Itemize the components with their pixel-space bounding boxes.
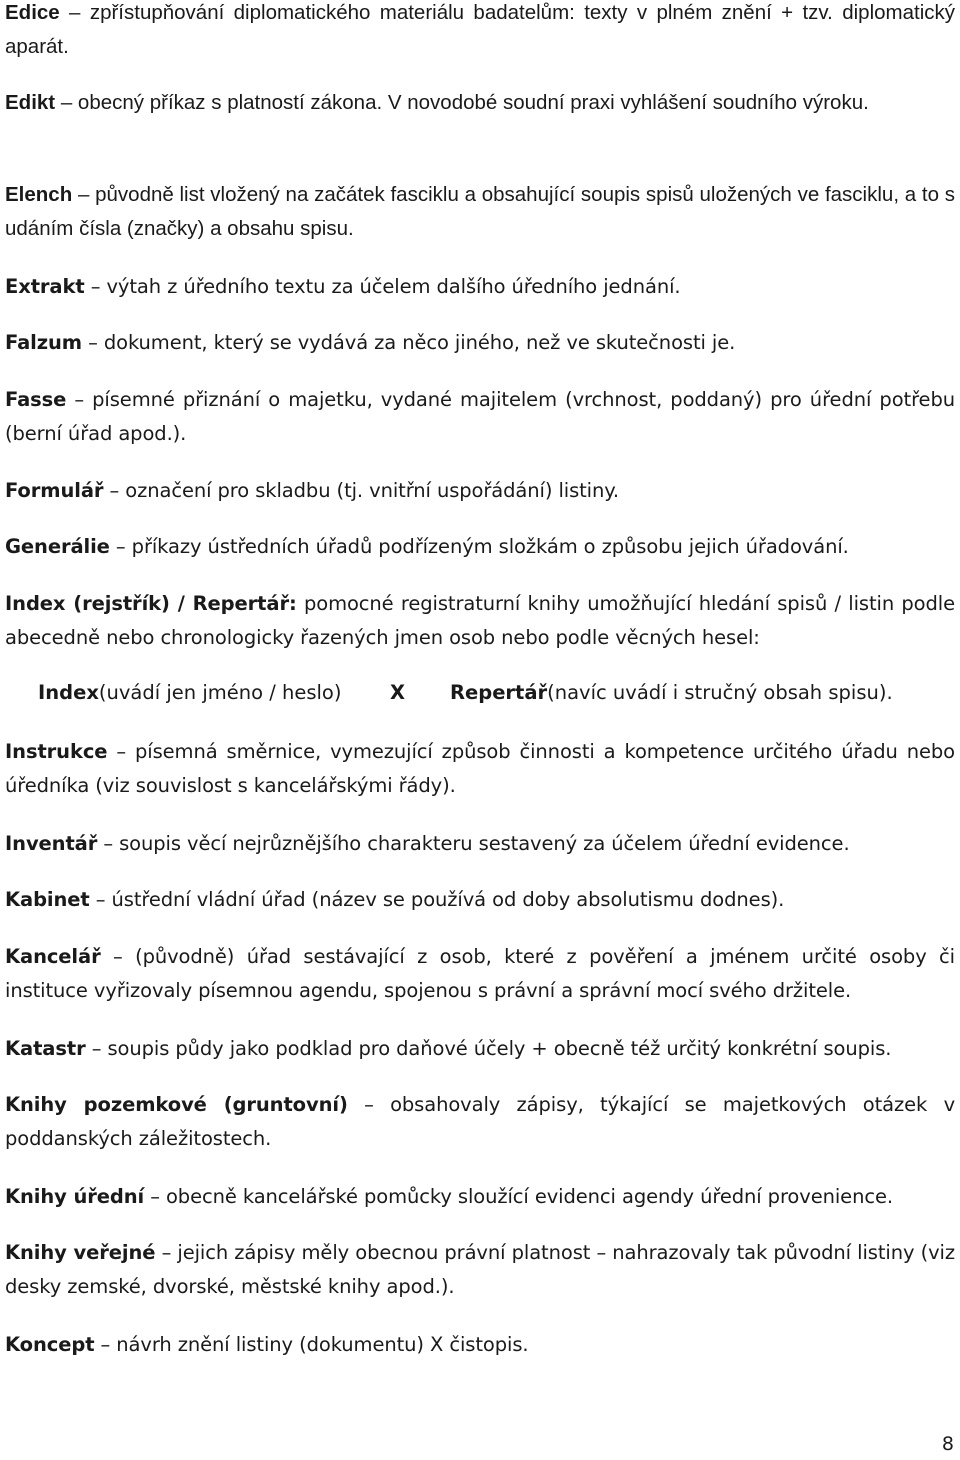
definition: písemná směrnice, vymezující způsob činnosti a kompetence určitého úřadu nebo úředníka (viz souvislost s kancelářskými řády). (5, 740, 955, 797)
entry-edikt (5, 86, 955, 120)
dash: – (55, 91, 78, 114)
definition: (původně) úřad sestávající z osob, které z pověření a jménem určité osoby či instituce vyřizovaly písemnou agendu, spojenou s právní a správní mocí svého držitele. (5, 945, 955, 1002)
term: Knihy úřední (5, 1185, 145, 1208)
dash: – (89, 888, 112, 911)
entry-extrakt (5, 270, 955, 304)
term: Edikt (5, 91, 56, 114)
term: Koncept (5, 1333, 95, 1356)
term: Falzum (5, 331, 82, 354)
term: Generálie (5, 535, 110, 558)
dash: – (66, 388, 93, 411)
index-term: Index (38, 681, 99, 704)
definition: zpřístupňování diplomatického materiálu badatelům: texty v plném znění + tzv. diplomatický aparát. (5, 1, 955, 58)
entry-katastr (5, 1032, 955, 1066)
definition: výtah z úředního textu za účelem dalšího úředního jednání. (106, 275, 681, 298)
term: Edice (5, 1, 60, 24)
entry-instrukce (5, 735, 955, 803)
dash: – (72, 183, 96, 206)
definition: obecně kancelářské pomůcky sloužící evidenci agendy úřední provenience. (165, 1185, 893, 1208)
term: Knihy veřejné (5, 1241, 156, 1264)
entry-elench (5, 178, 955, 246)
entry-knihy-uredni (5, 1180, 955, 1214)
entry-edice (5, 0, 955, 64)
repertar-description: (navíc uvádí i stručný obsah spisu). (547, 681, 893, 704)
entry-koncept (5, 1328, 955, 1362)
entry-kabinet (5, 883, 955, 917)
dash (297, 592, 304, 615)
term: Kabinet (5, 888, 90, 911)
entry-generalie (5, 530, 955, 564)
definition: jejich zápisy měly obecnou právní platnost – nahrazovaly tak původní listiny (viz desky zemské, dvorské, městské knihy apod.). (5, 1241, 955, 1298)
term: Inventář (5, 832, 98, 855)
definition: původně list vložený na začátek fasciklu a obsahující soupis spisů uložených ve fasciklu, a to s udáním čísla (značky) a obsahu spisu. (5, 183, 955, 240)
term: Kancelář (5, 945, 101, 968)
page-number: 8 (941, 1433, 954, 1455)
entry-kancelar (5, 940, 955, 1008)
dash: – (59, 1, 90, 24)
dash: – (84, 275, 107, 298)
term: Fasse (5, 388, 67, 411)
entry-formular (5, 474, 955, 508)
definition: obecný příkaz s platností zákona. V novodobé soudní praxi vyhlášení soudního výroku. (77, 91, 869, 114)
term: Elench (5, 183, 73, 206)
dash: – (103, 479, 126, 502)
term: Instrukce (5, 740, 108, 763)
dash: – (94, 1333, 117, 1356)
dash: – (109, 535, 132, 558)
dash: – (144, 1185, 166, 1208)
dash: – (97, 832, 120, 855)
term: Index (rejstřík) / Repertář: (5, 592, 297, 615)
definition: pomocné registraturní knihy umožňující hledání spisů / listin podle abecedně nebo chronologicky řazených jmen osob nebo podle věcných hesel: (5, 592, 955, 649)
definition: písemné přiznání o majetku, vydané majitelem (vrchnost, poddaný) pro úřední potřebu (berní úřad apod.). (5, 388, 955, 445)
definition: dokument, který se vydává za něco jiného, než ve skutečnosti je. (103, 331, 736, 354)
dash: – (155, 1241, 178, 1264)
term: Knihy pozemkové (gruntovní) (5, 1093, 348, 1116)
term: Formulář (5, 479, 104, 502)
dash: – (347, 1093, 391, 1116)
entry-knihy-pozemkove (5, 1088, 955, 1156)
definition: návrh znění listiny (dokumentu) X čistopis. (116, 1333, 529, 1356)
entry-index-repertar (5, 587, 955, 655)
definition: příkazy ústředních úřadů podřízeným složkám o způsobu jejich úřadování. (131, 535, 849, 558)
definition: soupis půdy jako podklad pro daňové účely + obecně též určitý konkrétní soupis. (107, 1037, 892, 1060)
definition: označení pro skladbu (tj. vnitřní uspořádání) listiny. (125, 479, 620, 502)
entry-knihy-verejne (5, 1236, 955, 1304)
index-vs-repertar-line (38, 676, 938, 710)
entry-falzum (5, 326, 955, 360)
definition: soupis věcí nejrůznějšího charakteru sestavený za účelem úřední evidence. (119, 832, 850, 855)
dash: – (107, 740, 135, 763)
definition: ústřední vládní úřad (název se používá od doby absolutismu dodnes). (111, 888, 785, 911)
dash: – (85, 1037, 108, 1060)
repertar-term: Repertář (450, 681, 548, 704)
dash: – (81, 331, 104, 354)
index-description: (uvádí jen jméno / heslo) (98, 681, 342, 704)
term: Extrakt (5, 275, 85, 298)
entry-inventar (5, 827, 955, 861)
entry-fasse (5, 383, 955, 451)
separator-x: X (390, 681, 406, 704)
term: Katastr (5, 1037, 86, 1060)
definition: obsahovaly zápisy, týkající se majetkových otázek v poddanských záležitostech. (5, 1093, 956, 1150)
dash: – (100, 945, 136, 968)
